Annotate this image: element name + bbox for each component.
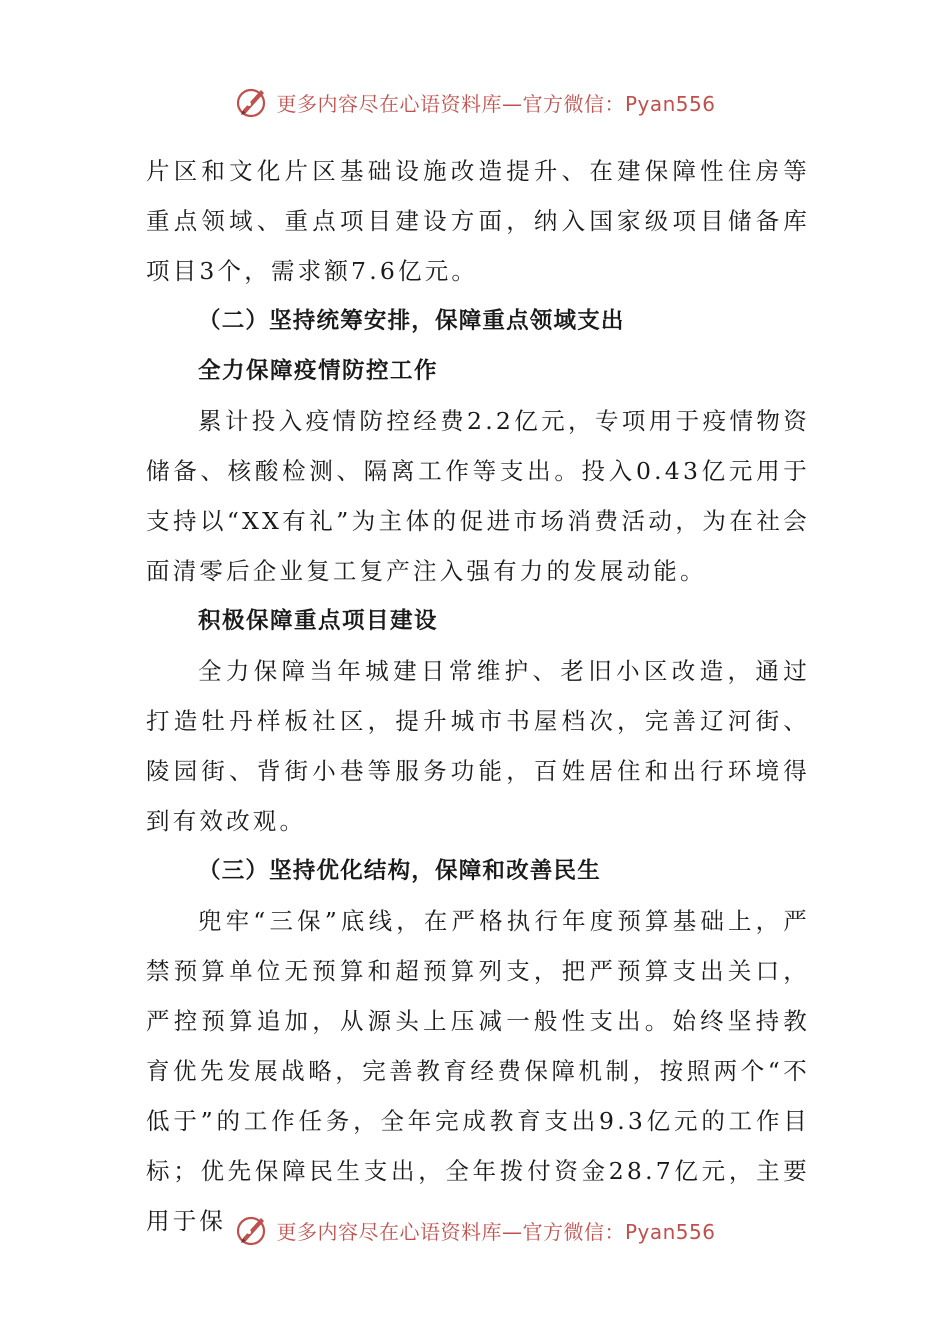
section-heading-2: （二）坚持统筹安排，保障重点领域支出 bbox=[198, 308, 625, 334]
subheading-projects: 积极保障重点项目建设 bbox=[198, 608, 439, 634]
watermark-text: 更多内容尽在心语资料库—官方微信：Pyan556 bbox=[276, 1219, 716, 1244]
paragraph-epidemic: 累计投入疫情防控经费2.2亿元，专项用于疫情物资储备、核酸检测、隔离工作等支出。投入0.43亿元用于支持以“XX有礼”为主体的促进市场消费活动，为在社会面清零后企业复工复产注入强有力的发展动能。 bbox=[146, 407, 810, 585]
pen-logo-icon bbox=[234, 84, 270, 120]
header-watermark bbox=[0, 82, 950, 122]
footer-watermark bbox=[0, 1210, 950, 1250]
section-heading-3: （三）坚持优化结构，保障和改善民生 bbox=[198, 858, 601, 884]
paragraph-continuation: 片区和文化片区基础设施改造提升、在建保障性住房等重点领域、重点项目建设方面，纳入国家级项目储备库项目3个，需求额7.6亿元。 bbox=[146, 157, 810, 285]
paragraph-projects: 全力保障当年城建日常维护、老旧小区改造，通过打造牡丹样板社区，提升城市书屋档次，完善辽河街、陵园街、背街小巷等服务功能，百姓居住和出行环境得到有效改观。 bbox=[146, 657, 810, 835]
document-body bbox=[146, 146, 810, 1246]
subheading-epidemic: 全力保障疫情防控工作 bbox=[198, 358, 439, 384]
watermark-text: 更多内容尽在心语资料库—官方微信：Pyan556 bbox=[276, 91, 716, 116]
paragraph-livelihood: 兜牢“三保”底线，在严格执行年度预算基础上，严禁预算单位无预算和超预算列支，把严预算支出关口，严控预算追加，从源头上压减一般性支出。始终坚持教育优先发展战略，完善教育经费保障机制，按照两个“不低于”的工作任务，全年完成教育支出9.3亿元的工作目标；优先保障民生支出，全年拨付资金28.7亿元，主要用于保 bbox=[146, 907, 810, 1235]
pen-logo-icon bbox=[234, 1212, 270, 1248]
